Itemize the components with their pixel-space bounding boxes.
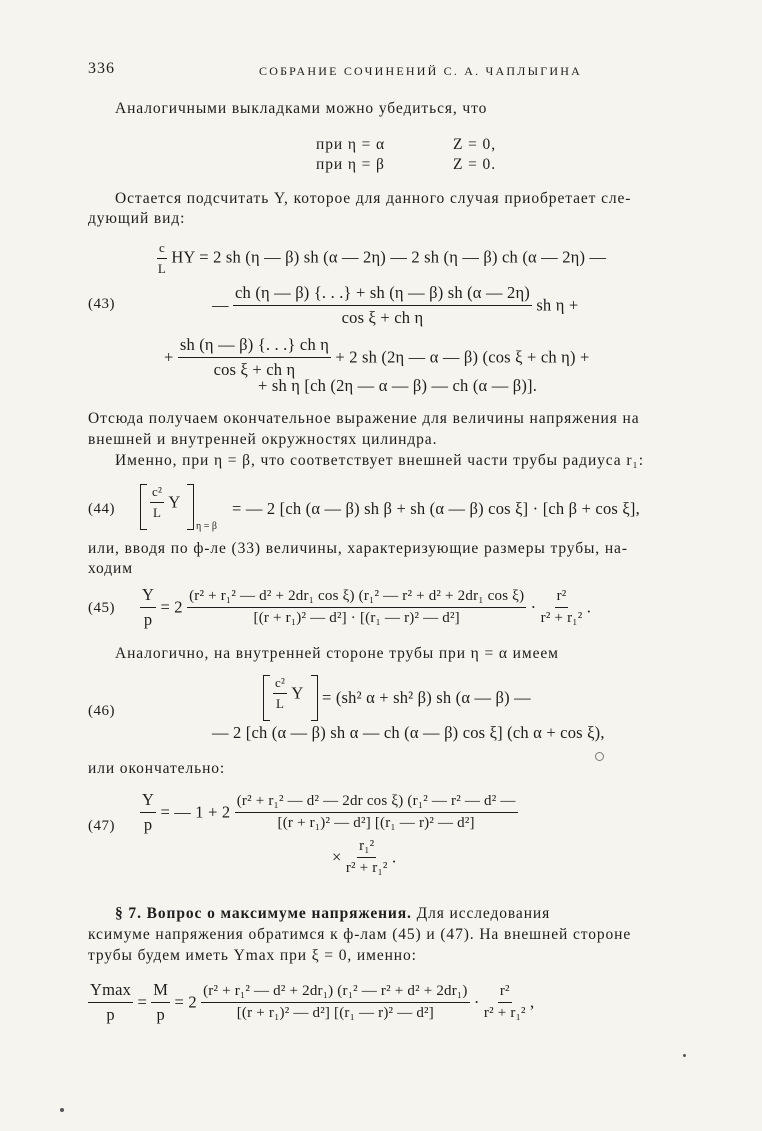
page-number: 336 xyxy=(88,60,115,77)
fraction: $\frac{M}{p}$ xyxy=(153,980,169,1024)
equation-number: (43) xyxy=(88,296,115,312)
condition-value: Z = 0, xyxy=(453,136,496,153)
equation-46-lhs: $\frac{\text{c²}}{L}$ Υ xyxy=(275,675,304,711)
condition-value: Z = 0. xyxy=(453,156,496,173)
paragraph-line: Отсюда получаем окончательное выражение для величины напряжения на xyxy=(88,410,640,427)
equation-43-line-2: — $\frac{ch (\eta — \beta) \{. . .\} + sh (\eta — \beta) sh (\alpha — 2\eta)}{\text{cos ξ + ch η}}$ sh η + xyxy=(212,283,579,327)
section-heading-line: § 7. Вопрос о максимуме напряжения. Для исследования xyxy=(115,905,551,922)
left-bracket xyxy=(140,484,147,530)
equation-number: (47) xyxy=(88,818,115,834)
right-bracket xyxy=(311,675,318,721)
fraction: $\frac{c}{L}$ xyxy=(157,240,167,276)
paragraph-line: Именно, при η = β, что соответствует внешней части трубы радиуса r₁: xyxy=(115,452,644,469)
left-bracket xyxy=(263,675,270,721)
fraction: $\frac{\text{c²}}{L}$ xyxy=(275,675,286,711)
fraction: $\frac{\text{c²}}{L}$ xyxy=(152,484,163,520)
condition-line: при η = α xyxy=(316,136,386,153)
bracket-subscript: η = β xyxy=(196,521,217,532)
equation-47-line-2: × $\frac{\text{r₁²}}{\text{r² + r₁²}}$ . xyxy=(332,838,397,876)
equation-46-line-2: — 2 [ch (α — β) sh α — ch (α — β) cos ξ] (ch α + cos ξ), xyxy=(212,723,605,742)
paragraph-line: Остается подсчитать Υ, которое для данного случая приобретает сле- xyxy=(115,190,632,207)
equation-43-line-4: + sh η [ch (2η — α — β) — ch (α — β)]. xyxy=(258,376,538,395)
fraction: $\frac{\text{(r² + r₁² — d² + 2dr₁ cos ξ) (r₁² — r² + d² + 2dr₁ cos ξ)}}{\text{[(r + r₁)² — d²] · [(r₁ — r)² — d²]}}$ xyxy=(189,588,525,626)
paragraph-line: или окончательно: xyxy=(88,760,226,777)
paragraph-line: трубы будем иметь Υmax при ξ = 0, именно: xyxy=(88,947,417,964)
fraction: $\frac{\text{(r² + r₁² — d² + 2dr₁) (r₁² — r² + d² + 2dr₁)}}{\text{[(r + r₁)² — d²] [(r₁ — r)² — d²]}}$ xyxy=(203,983,468,1021)
scan-speck xyxy=(60,1108,64,1112)
equation-47-line-1: $\frac{\Upsilon}{p}$ = — 1 + 2 $\frac{\text{(r² + r₁² — d² — 2dr cos ξ) (r₁² — r² — d² —}}{\text{[(r + r₁)² — d²] [(r₁ — r)² — d²]}}$ xyxy=(142,790,516,834)
fraction: $\frac{\Upsilon}{p}$ xyxy=(142,585,155,629)
fraction: $\frac{\Upsilon\max}{p}$ xyxy=(90,980,132,1024)
equation-44-lhs: $\frac{\text{c²}}{L}$ Υ xyxy=(152,484,181,520)
running-title: СОБРАНИЕ СОЧИНЕНИЙ С. А. ЧАПЛЫГИНА xyxy=(259,64,582,78)
equation-45: $\frac{\Upsilon}{p}$ = 2 $\frac{\text{(r² + r₁² — d² + 2dr₁ cos ξ) (r₁² — r² + d² + 2dr₁ cos ξ)}}{\text{[(r + r₁)² — d²] · [(r₁ — r)² — d²]}}$ · $\frac{\text{r²}}{\text{r² + r₁²}}$ . xyxy=(142,585,592,629)
paragraph-line: или, вводя по ф-ле (33) величины, характеризующие размеры трубы, на- xyxy=(88,540,628,557)
equation-44-rhs: = — 2 [ch (α — β) sh β + sh (α — β) cos ξ] · [ch β + cos ξ], xyxy=(232,499,640,518)
equation-43-line-3: + $\frac{\text{sh (η — β) \{. . .\} ch η}}{\text{cos ξ + ch η}}$ + 2 sh (2η — α — β) (cos ξ + ch η) + xyxy=(164,335,590,379)
fraction: $\frac{\text{sh (η — β) \{. . .\} ch η}}{\text{cos ξ + ch η}}$ xyxy=(179,335,330,379)
paragraph-line: внешней и внутренней окружностях цилиндра. xyxy=(88,431,438,448)
paragraph-line: Аналогично, на внутренней стороне трубы при η = α имеем xyxy=(115,645,559,662)
equation-max: $\frac{\Upsilon\max}{p}$ = $\frac{M}{p}$ = 2 $\frac{\text{(r² + r₁² — d² + 2dr₁) (r₁² — r² + d² + 2dr₁)}}{\text{[(r + r₁)² — d²] [(r₁ — r)² — d²]}}$ · $\frac{\text{r²}}{\text{r² + r₁²}}$ , xyxy=(90,980,535,1024)
fraction: $\frac{\text{r²}}{\text{r² + r₁²}}$ xyxy=(540,588,583,626)
fraction: $\frac{\text{r₁²}}{\text{r² + r₁²}}$ xyxy=(345,838,388,876)
scan-speck xyxy=(595,752,604,761)
equation-number: (46) xyxy=(88,703,115,719)
paragraph-line: ходим xyxy=(88,560,133,577)
fraction: $\frac{\Upsilon}{p}$ xyxy=(142,790,155,834)
fraction: $\frac{\text{(r² + r₁² — d² — 2dr cos ξ) (r₁² — r² — d² —}}{\text{[(r + r₁)² — d²] [(r₁ — r)² — d²]}}$ xyxy=(236,793,516,831)
scan-speck xyxy=(683,1054,686,1057)
equation-43-line-1: $\frac{c}{L}$ HΥ = 2 sh (η — β) sh (α — 2η) — 2 sh (η — β) ch (α — 2η) — xyxy=(157,240,607,276)
fraction: $\frac{\text{r²}}{\text{r² + r₁²}}$ xyxy=(483,983,526,1021)
paragraph-line: Аналогичными выкладками можно убедиться, что xyxy=(115,100,488,117)
condition-line: при η = β xyxy=(316,156,385,173)
fraction: $\frac{ch (\eta — \beta) \{. . .\} + sh (\eta — \beta) sh (\alpha — 2\eta)}{\text{cos ξ + ch η}}$ xyxy=(235,283,530,327)
equation-number: (44) xyxy=(88,501,115,517)
paragraph-line: дующий вид: xyxy=(88,210,186,227)
paragraph-line: ксимуме напряжения обратимся к ф-лам (45) и (47). На внешней стороне xyxy=(88,926,632,943)
right-bracket xyxy=(187,484,194,530)
section-title: § 7. Вопрос о максимуме напряжения. xyxy=(115,905,412,922)
equation-46-line-1: = (sh² α + sh² β) sh (α — β) — xyxy=(322,688,531,707)
equation-number: (45) xyxy=(88,600,115,616)
